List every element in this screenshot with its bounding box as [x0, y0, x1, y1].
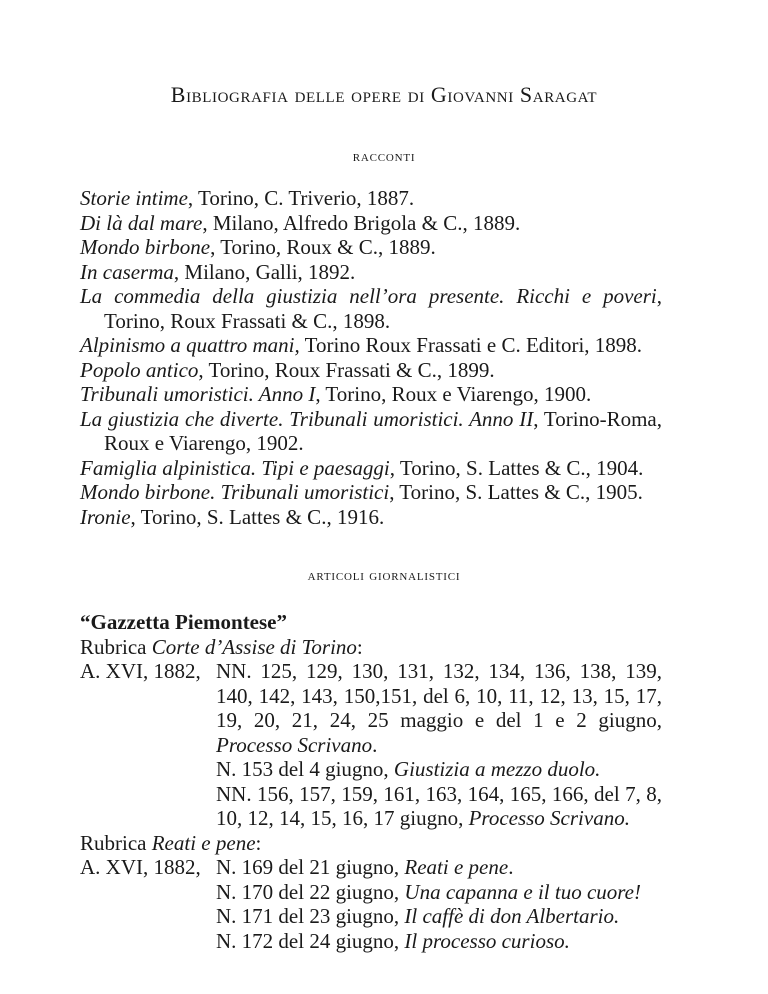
article-title: Processo Scrivano.	[468, 806, 630, 830]
section-heading-racconti: racconti	[352, 149, 416, 165]
list-item	[80, 358, 662, 383]
articoli-list	[80, 610, 662, 953]
entry-title: Ironie	[80, 504, 131, 529]
newspaper-name: “Gazzetta Piemontese”	[80, 610, 287, 634]
section-heading-articoli: articoli giornalistici	[307, 568, 461, 584]
article-title: Reati e pene	[404, 855, 509, 879]
list-item: NN. 156, 157, 159, 161, 163, 164, 165, 166, del 7, 8, 10, 12, 14, 15, 16, 17 giugno, Processo Scrivano.	[216, 781, 662, 830]
issue-year-label: A. XVI, 1882,	[80, 659, 201, 683]
entry-title: Storie intime	[80, 186, 188, 210]
article-title: Processo Scrivano	[216, 732, 373, 757]
entry-details: , Milano, Galli, 1892.	[173, 259, 356, 284]
rubrica-heading: Rubrica Reati e pene:	[80, 830, 262, 855]
entry-details: , Milano, Alfredo Brigola & C., 1889.	[202, 210, 521, 235]
entry-details: , Torino-Roma, Roux e Viarengo, 1902.	[104, 406, 663, 455]
entry-title: In caserma	[80, 259, 174, 284]
list-item: N. 153 del 4 giugno, Giustizia a mezzo duolo.	[216, 757, 601, 781]
list-item: N. 169 del 21 giugno, Reati e pene.	[216, 855, 514, 879]
list-item: N. 171 del 23 giugno, Il caffè di don Albertario.	[216, 904, 620, 928]
entry-title: Popolo antico	[80, 357, 199, 382]
issue-items	[216, 659, 662, 831]
rubrica-name: Corte d’Assise di Torino	[151, 634, 357, 659]
list-item: N. 170 del 22 giugno, Una capanna e il tuo cuore!	[216, 879, 641, 904]
entry-details: , Torino, S. Lattes & C., 1904.	[389, 455, 644, 480]
issue-group	[80, 855, 662, 953]
list-item	[80, 480, 662, 505]
entry-title: La commedia della giustizia nell’ora presente. Ricchi e poveri	[80, 284, 657, 308]
list-item	[80, 260, 662, 285]
rubrica-heading: Rubrica Corte d’Assise di Torino:	[80, 634, 363, 659]
list-item	[80, 186, 662, 211]
list-item: N. 172 del 24 giugno, Il processo curioso.	[216, 928, 570, 953]
entry-title: La giustizia che diverte. Tribunali umoristici. Anno II	[80, 406, 534, 431]
article-title: Giustizia a mezzo duolo.	[393, 757, 601, 781]
article-title: Il caffè di don Albertario.	[404, 904, 620, 928]
entry-title: Alpinismo a quattro mani,	[80, 333, 300, 357]
article-title: Il processo curioso.	[404, 928, 570, 953]
entry-title: Famiglia alpinistica. Tipi e paesaggi	[80, 455, 390, 480]
entry-details: , Torino, C. Triverio, 1887.	[187, 186, 415, 210]
page-title: Bibliografia delle opere di Giovanni Saragat	[170, 82, 598, 107]
rubrica-name: Reati e pene	[151, 830, 256, 855]
article-title: Una capanna e il tuo cuore!	[404, 879, 641, 904]
entry-title: Di là dal mare	[80, 210, 203, 235]
entry-title: Mondo birbone. Tribunali umoristici	[80, 480, 390, 504]
list-item	[80, 407, 662, 456]
entry-details: , Torino, Roux e Viarengo, 1900.	[315, 382, 592, 406]
list-item	[80, 284, 662, 333]
entry-details: , Torino, Roux Frassati & C., 1899.	[198, 357, 495, 382]
list-item	[80, 505, 662, 530]
racconti-list	[80, 186, 662, 529]
list-item	[80, 333, 662, 358]
list-item	[80, 211, 662, 236]
entry-details: , Torino, Roux Frassati & C., 1898.	[104, 284, 662, 333]
list-item	[80, 456, 662, 481]
entry-details: , Torino, Roux & C., 1889.	[210, 235, 436, 259]
issue-year-label: A. XVI, 1882,	[80, 855, 201, 879]
entry-details: Torino Roux Frassati e C. Editori, 1898.	[299, 333, 643, 357]
issue-items	[216, 855, 662, 953]
list-item	[80, 235, 662, 260]
entry-details: , Torino, S. Lattes & C., 1905.	[389, 480, 643, 504]
list-item	[80, 382, 662, 407]
entry-details: , Torino, S. Lattes & C., 1916.	[130, 504, 385, 529]
issue-group	[80, 659, 662, 831]
entry-title: Tribunali umoristici. Anno I	[80, 382, 316, 406]
list-item: NN. 125, 129, 130, 131, 132, 134, 136, 138, 139, 140, 142, 143, 150,151, del 6, 10, 11, 12, 13, 15, 17, 19, 20, 21, 24, 25 maggio e del 1 e 2 giugno, Processo Scrivano.	[216, 659, 662, 757]
entry-title: Mondo birbone	[80, 235, 211, 259]
